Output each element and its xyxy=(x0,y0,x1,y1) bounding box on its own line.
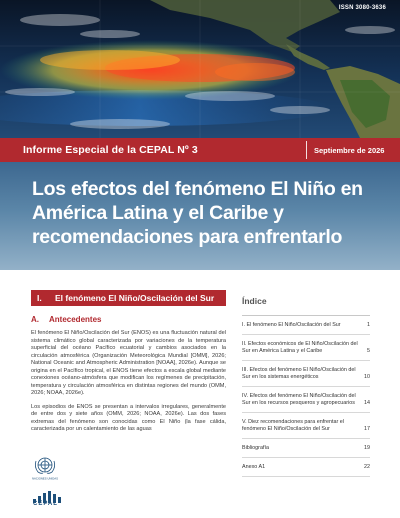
toc-item-page: 10 xyxy=(364,374,370,380)
toc-item[interactable] xyxy=(242,458,370,477)
pacific-satellite-map xyxy=(0,0,400,138)
toc-item-page: 19 xyxy=(364,445,370,451)
un-caption: NACIONES UNIDAS xyxy=(32,476,58,481)
toc-item-text: Anexo A1 xyxy=(242,464,266,470)
subsection-number: A. xyxy=(31,315,39,324)
toc-item-text: IV. Efectos del fenómeno El Niño/Oscilación del Sur en los recursos pesqueros y agropecuarios xyxy=(242,393,356,406)
index-title: Índice xyxy=(242,296,370,316)
united-nations-logo xyxy=(31,455,59,481)
series-title: Informe Especial de la CEPAL Nº 3 xyxy=(23,144,198,156)
toc-item[interactable] xyxy=(242,361,370,387)
toc-item[interactable] xyxy=(242,413,370,439)
cepal-wordmark: CEPAL xyxy=(33,501,58,507)
toc-item-page: 14 xyxy=(364,400,370,406)
toc-item[interactable] xyxy=(242,335,370,361)
toc-item[interactable] xyxy=(242,316,370,335)
toc-item-text: I. El fenómeno El Niño/Oscilación del Sur xyxy=(242,322,341,328)
toc-item-page: 1 xyxy=(367,322,370,328)
toc-item-page: 5 xyxy=(367,348,370,354)
toc-item-page: 17 xyxy=(364,426,370,432)
section-column xyxy=(31,290,226,434)
publication-date: Septiembre de 2026 xyxy=(314,146,385,155)
toc-item-text: II. Efectos económicos de El Niño/Oscilación del Sur en América Latina y el Caribe xyxy=(242,341,358,354)
paragraph: Los episodios de ENOS se presentan a intervalos irregulares, generalmente de entre dos y siete años (OMM, 2026; NOAA, 2026e). Las dos fases extremas del fenómeno son conocidas como El Niño (la fase cálida, caracterizada por un calentamiento de las aguas xyxy=(31,403,226,432)
section-number: I. xyxy=(37,293,42,303)
table-of-contents xyxy=(242,296,370,477)
paragraph: El fenómeno El Niño/Oscilación del Sur (ENOS) es una fluctuación natural del sistema climático global caracterizada por variaciones de la temperatura superficial del océano Pacífico ecuatorial y cambios asociados en la circulación atmosférica (Organización Meteorológica Mundial [OMM], 2026; National Oceanic and Atmospheric Administration [NOAA], 2026e). Aunque se origina en el Pacífico tropical, el ENOS tiene efectos a escala global mediante conexiones océano-atmósfera que modifican los regímenes de precipitación, temperatura y circulación atmosférica en distintas regiones del mundo (OMM, 2026; NOAA, 2026e). xyxy=(31,330,226,396)
subsection-heading xyxy=(31,315,226,324)
title-band xyxy=(0,162,400,270)
toc-item[interactable] xyxy=(242,387,370,413)
document-title: Los efectos del fenómeno El Niño en América Latina y el Caribe y recomendaciones para enfrentarlo xyxy=(32,178,363,248)
toc-item[interactable] xyxy=(242,439,370,458)
series-divider xyxy=(306,141,307,159)
section-title: El fenómeno El Niño/Oscilación del Sur xyxy=(55,293,215,303)
issn-label: ISSN 3080-3636 xyxy=(338,5,386,11)
toc-item-page: 22 xyxy=(364,464,370,470)
subsection-title: Antecedentes xyxy=(49,315,102,324)
toc-item-text: III. Efectos del fenómeno El Niño/Oscilación del Sur en los sistemas energéticos xyxy=(242,367,356,380)
section-heading xyxy=(31,290,226,306)
toc-item-text: Bibliografía xyxy=(242,445,269,451)
series-bar xyxy=(0,138,400,162)
toc-item-text: V. Diez recomendaciones para enfrentar el fenómeno El Niño/Oscilación del Sur xyxy=(242,419,344,432)
cover-image xyxy=(0,0,400,138)
